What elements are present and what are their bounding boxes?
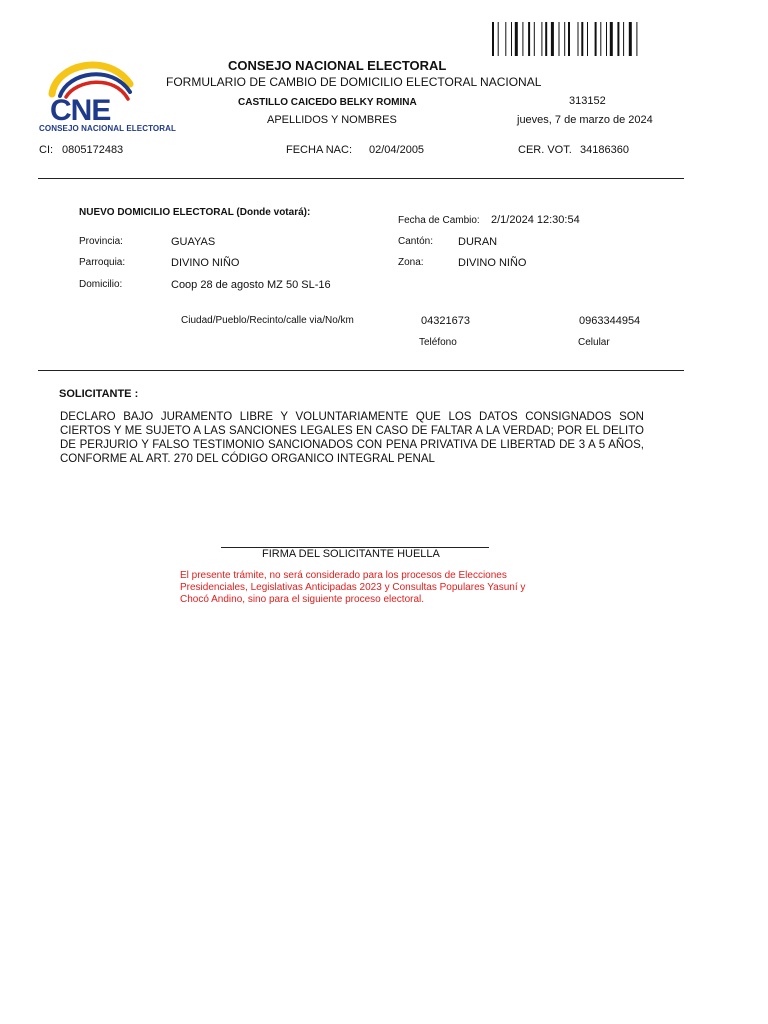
- province-value: GUAYAS: [171, 236, 216, 248]
- domicile-section-title: NUEVO DOMICILIO ELECTORAL (Donde votará):: [79, 207, 311, 218]
- form-number: 313152: [569, 95, 606, 107]
- form-title: FORMULARIO DE CAMBIO DE DOMICILIO ELECTORAL NACIONAL: [166, 75, 542, 89]
- parish-label: Parroquia:: [79, 257, 126, 268]
- canton-value: DURAN: [458, 236, 498, 248]
- cne-logo: [38, 54, 158, 134]
- address-caption: Ciudad/Pueblo/Recinto/calle via/No/km: [181, 315, 354, 326]
- applicant-title: SOLICITANTE :: [59, 388, 139, 400]
- org-title: CONSEJO NACIONAL ELECTORAL: [228, 58, 447, 73]
- full-name: CASTILLO CAICEDO BELKY ROMINA: [238, 97, 417, 108]
- mobile-value: 0963344954: [579, 315, 641, 327]
- cert-value: 34186360: [580, 144, 629, 156]
- ci-value: 0805172483: [62, 144, 124, 156]
- zone-label: Zona:: [398, 257, 424, 268]
- electoral-notice: El presente trámite, no será considerado para los procesos de Elecciones Presidenciales, Legislativas Anticipadas 2023 y Consultas Populares Yasuní y Chocó Andino, sino para el siguiente proceso electoral.: [180, 570, 526, 605]
- ci-label: CI:: [39, 144, 54, 156]
- change-date-label: Fecha de Cambio:: [398, 215, 480, 226]
- logo-text: CNE: [50, 94, 111, 127]
- logo-caption: CONSEJO NACIONAL ELECTORAL: [39, 124, 176, 133]
- zone-value: DIVINO NIÑO: [458, 257, 527, 269]
- name-caption: APELLIDOS Y NOMBRES: [267, 114, 397, 126]
- province-label: Provincia:: [79, 236, 123, 247]
- address-value: Coop 28 de agosto MZ 50 SL-16: [171, 279, 331, 291]
- barcode: [492, 22, 676, 56]
- issue-date: jueves, 7 de marzo de 2024: [517, 114, 653, 126]
- canton-label: Cantón:: [398, 236, 434, 247]
- divider-top: [38, 178, 684, 179]
- birth-label: FECHA NAC:: [286, 144, 353, 156]
- phone-value: 04321673: [421, 315, 470, 327]
- divider-bottom: [38, 370, 684, 371]
- mobile-label: Celular: [578, 337, 610, 348]
- sworn-declaration: DECLARO BAJO JURAMENTO LIBRE Y VOLUNTARIAMENTE QUE LOS DATOS CONSIGNADOS SON CIERTOS Y ME SUJETO A LAS SANCIONES LEGALES EN CASO DE FALTAR A LA VERDAD; POR EL DELITO DE PERJURIO Y FALSO TESTIMONIO SANCIONADOS CON PENA PRIVATIVA DE LIBERTAD DE 3 A 5 AÑOS, CONFORME AL ART. 270 DEL CÓDIGO ORGANICO INTEGRAL PENAL: [60, 411, 644, 465]
- change-date-value: 2/1/2024 12:30:54: [491, 214, 580, 226]
- cert-label: CER. VOT.: [518, 144, 572, 156]
- birth-value: 02/04/2005: [369, 144, 425, 156]
- address-label: Domicilio:: [79, 279, 123, 290]
- phone-label: Teléfono: [419, 337, 457, 348]
- parish-value: DIVINO NIÑO: [171, 257, 240, 269]
- signature-caption: FIRMA DEL SOLICITANTE HUELLA: [262, 548, 440, 560]
